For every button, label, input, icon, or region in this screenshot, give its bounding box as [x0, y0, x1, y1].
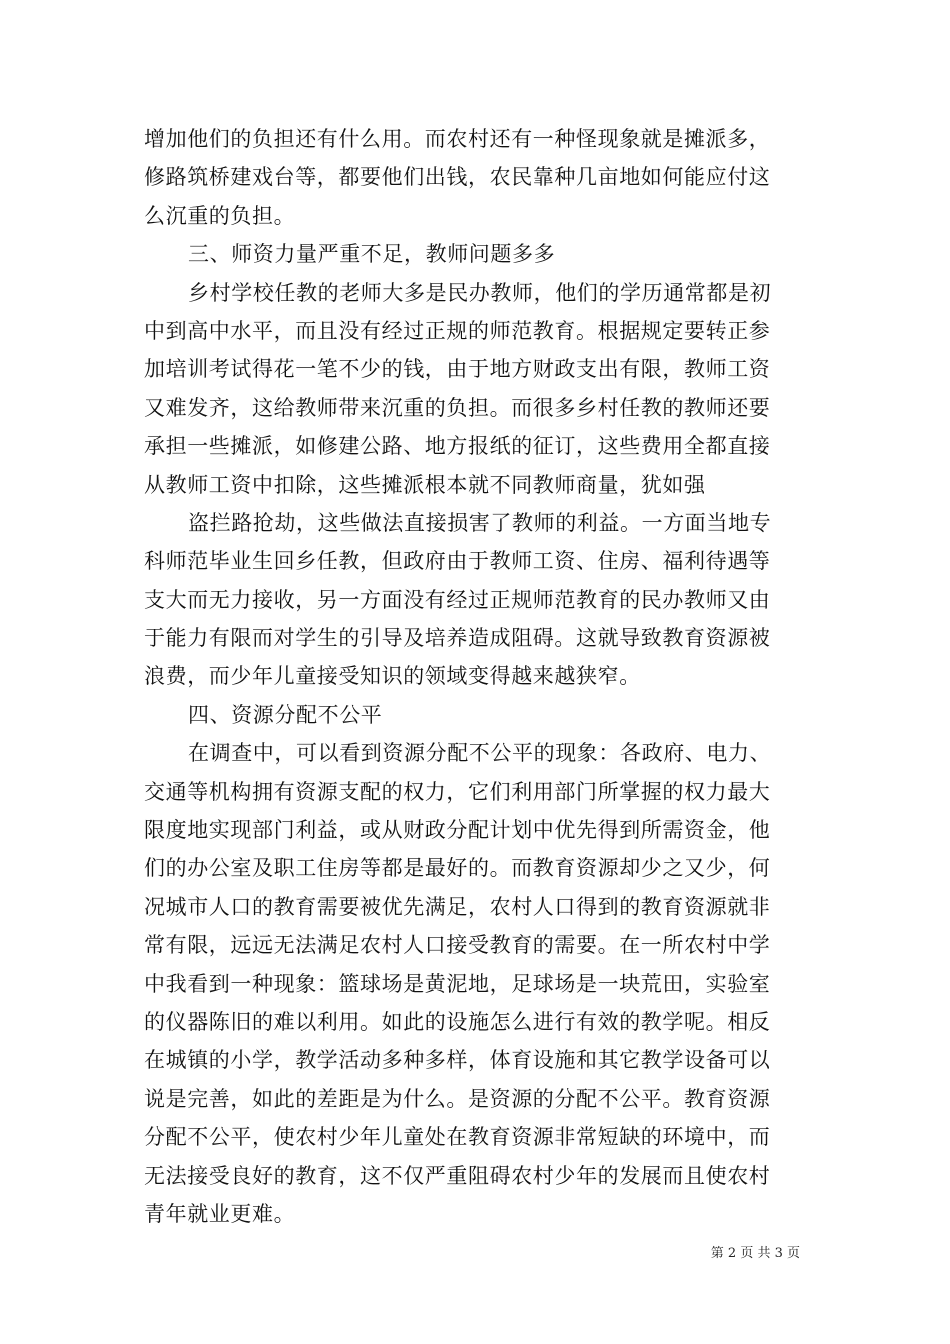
text-line: 乡村学校任教的老师大多是民办教师，他们的学历通常都是初: [188, 280, 772, 305]
text-line: 么沉重的负担。: [144, 203, 296, 228]
text-line: 们的办公室及职工住房等都是最好的。而教育资源却少之又少，何: [144, 856, 771, 881]
text-line: 常有限，远远无法满足农村人口接受教育的需要。在一所农村中学: [144, 933, 771, 958]
text-line: 中我看到一种现象：篮球场是黄泥地，足球场是一块荒田，实验室: [144, 971, 771, 996]
text-line: 的仪器陈旧的难以利用。如此的设施怎么进行有效的教学呢。相反: [144, 1009, 771, 1034]
text-line: 限度地实现部门利益，或从财政分配计划中优先得到所需资金，他: [144, 818, 771, 843]
text-line: 从教师工资中扣除，这些摊派根本就不同教师商量，犹如强: [144, 472, 706, 497]
text-line: 无法接受良好的教育，这不仅严重阻碍农村少年的发展而且使农村: [144, 1163, 771, 1188]
text-line: 三、师资力量严重不足，教师问题多多: [188, 242, 556, 267]
text-line: 加培训考试得花一笔不少的钱，由于地方财政支出有限，教师工资: [144, 357, 771, 382]
text-line: 在城镇的小学，教学活动多种多样，体育设施和其它教学设备可以: [144, 1048, 771, 1073]
text-line: 四、资源分配不公平: [188, 702, 383, 727]
text-line: 交通等机构拥有资源支配的权力，它们利用部门所掌握的权力最大: [144, 779, 771, 804]
text-line: 分配不公平，使农村少年儿童处在教育资源非常短缺的环境中，而: [144, 1125, 771, 1150]
text-line: 科师范毕业生回乡任教，但政府由于教师工资、住房、福利待遇等: [144, 549, 771, 574]
text-line: 又难发齐，这给教师带来沉重的负担。而很多乡村任教的教师还要: [144, 395, 771, 420]
text-line: 承担一些摊派，如修建公路、地方报纸的征订，这些费用全都直接: [144, 434, 771, 459]
text-line: 支大而无力接收，另一方面没有经过正规师范教育的民办教师又由: [144, 587, 771, 612]
text-line: 况城市人口的教育需要被优先满足，农村人口得到的教育资源就非: [144, 894, 771, 919]
page-number: 第 2 页 共 3 页: [710, 1246, 800, 1261]
text-line: 修路筑桥建戏台等，都要他们出钱，农民靠种几亩地如何能应付这: [144, 165, 771, 190]
text-line: 说是完善，如此的差距是为什么。是资源的分配不公平。教育资源: [144, 1086, 771, 1111]
text-line: 浪费，而少年儿童接受知识的领域变得越来越狭窄。: [144, 664, 641, 689]
text-line: 盗拦路抢劫，这些做法直接损害了教师的利益。一方面当地专: [188, 510, 772, 535]
text-line: 在调查中，可以看到资源分配不公平的现象：各政府、电力、: [188, 741, 772, 766]
text-line: 中到高中水平，而且没有经过正规的师范教育。根据规定要转正参: [144, 318, 771, 343]
text-line: 增加他们的负担还有什么用。而农村还有一种怪现象就是摊派多，: [144, 127, 771, 151]
text-line: 青年就业更难。: [144, 1201, 296, 1226]
text-line: 于能力有限而对学生的引导及培养造成阻碍。这就导致教育资源被: [144, 626, 771, 651]
document-body: [144, 120, 814, 1233]
